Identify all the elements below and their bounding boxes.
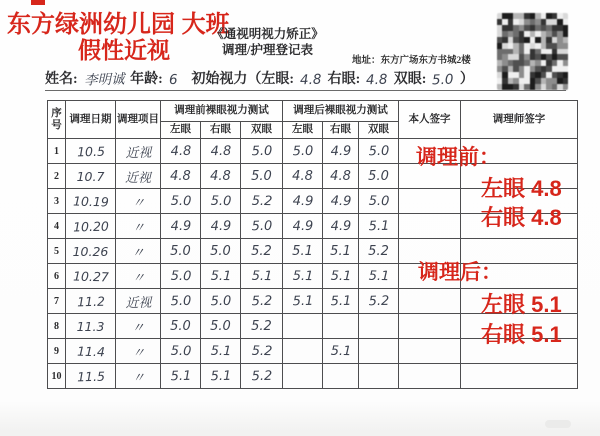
- cell-self-sign: [399, 214, 461, 239]
- cell-post-both: 5.0: [359, 164, 399, 189]
- cell-no: 6: [48, 264, 66, 289]
- cell-self-sign: [399, 364, 461, 389]
- cell-pre-both: 5.0: [240, 213, 283, 239]
- header-therapist-sign: 调理师签字: [461, 101, 578, 139]
- cell-pre-right: 5.0: [201, 239, 241, 264]
- header-post-group: 调理后裸眼视力测试: [283, 101, 399, 122]
- cell-project: 近视: [115, 138, 161, 164]
- table-row: [48, 164, 578, 189]
- cell-therapist-sign: [461, 239, 578, 264]
- cell-post-right: 4.9: [322, 213, 359, 239]
- cell-date: 10.26: [66, 239, 116, 264]
- cell-therapist-sign: [461, 214, 578, 239]
- annotation-post-left: 左眼 5.1: [481, 292, 562, 317]
- header-pre-group: 调理前裸眼视力测试: [161, 101, 283, 122]
- cell-post-left: [283, 314, 323, 339]
- header-project: 调理项目: [116, 101, 161, 139]
- header-pre-both: 双眼: [241, 122, 283, 139]
- cell-post-right: 5.1: [322, 263, 359, 289]
- cell-date: 11.5: [65, 363, 116, 389]
- cell-self-sign: [399, 264, 461, 289]
- right-eye-label: 右眼:: [327, 72, 361, 87]
- cell-pre-both: 5.0: [241, 164, 283, 189]
- cell-pre-left: 5.0: [160, 338, 201, 364]
- table-row: [48, 314, 578, 339]
- cell-pre-right: 5.1: [200, 363, 241, 389]
- cell-pre-right: 4.9: [200, 213, 241, 239]
- record-table-body: [48, 139, 578, 389]
- table-row: [48, 364, 578, 389]
- cell-pre-both: 5.2: [241, 314, 283, 339]
- initial-vision-both: 5.0: [432, 71, 455, 89]
- cell-pre-right: 4.8: [200, 138, 241, 164]
- cell-pre-right: 5.1: [200, 338, 241, 364]
- cell-pre-right: 4.8: [201, 164, 241, 189]
- paper-smudge: [545, 420, 571, 428]
- cell-therapist-sign: [461, 189, 578, 214]
- cell-pre-right: 5.0: [200, 188, 241, 214]
- cell-date: 10.20: [65, 213, 116, 239]
- cell-pre-left: 4.8: [161, 164, 201, 189]
- cell-post-right: 4.8: [323, 164, 359, 189]
- cell-self-sign: [399, 289, 461, 314]
- cell-no: 1: [48, 139, 66, 164]
- cell-pre-right: 5.1: [200, 263, 241, 289]
- cell-post-right: 5.1: [323, 239, 359, 264]
- cell-pre-left: 5.0: [161, 239, 201, 264]
- cell-post-right: 5.1: [322, 338, 359, 364]
- annotation-post-label: 调理后：: [418, 261, 502, 284]
- cell-post-right: [323, 364, 359, 389]
- name-value: 李明诚: [83, 71, 125, 89]
- annotation-post-right: 右眼 5.1: [481, 322, 562, 347]
- cell-pre-right: 5.0: [200, 288, 241, 314]
- cell-pre-both: 5.1: [240, 263, 283, 289]
- cell-project: 〃: [116, 314, 161, 339]
- header-self-sign: 本人签字: [399, 101, 461, 139]
- cell-post-both: 5.2: [358, 288, 399, 314]
- cell-date: 11.2: [65, 288, 116, 314]
- cell-post-left: 4.9: [282, 188, 323, 214]
- cell-pre-left: 5.1: [160, 363, 201, 389]
- cell-post-both: 5.0: [358, 188, 399, 214]
- cell-post-left: 4.8: [283, 164, 323, 189]
- cell-post-right: 4.9: [322, 138, 359, 164]
- form-title-line1: 《通视明视力矫正》: [211, 27, 324, 41]
- cell-no: 10: [48, 364, 66, 389]
- cell-post-left: 5.1: [283, 239, 323, 264]
- cell-no: 8: [48, 314, 66, 339]
- table-row: [48, 264, 578, 289]
- cell-therapist-sign: [461, 364, 578, 389]
- both-eyes-label: 双眼:: [393, 72, 427, 87]
- cell-post-both: 5.1: [358, 213, 399, 239]
- cell-self-sign: [399, 314, 461, 339]
- cell-date: 10.5: [65, 138, 116, 164]
- cell-post-both: [359, 339, 399, 364]
- cell-post-left: 5.1: [282, 263, 323, 289]
- header-post-left: 左眼: [283, 122, 323, 139]
- kindergarten-class-banner: 东方绿洲幼儿园 大班: [7, 11, 230, 38]
- table-row: [48, 139, 578, 164]
- form-title-line2: 调理/护理登记表: [222, 43, 313, 57]
- cell-self-sign: [399, 189, 461, 214]
- cell-date: 11.4: [65, 338, 116, 364]
- cell-pre-left: 5.0: [161, 314, 201, 339]
- header-date: 调理日期: [66, 101, 116, 139]
- form-title: [185, 26, 350, 58]
- table-row: [48, 239, 578, 264]
- close-paren: ）: [459, 72, 474, 87]
- cell-date: 10.27: [65, 263, 116, 289]
- cell-post-left: 4.9: [282, 213, 323, 239]
- cell-post-left: 5.1: [282, 288, 323, 314]
- header-index: 序号: [48, 101, 66, 139]
- cell-pre-left: 5.0: [160, 288, 201, 314]
- cell-project: 近视: [115, 288, 161, 314]
- cell-project: 〃: [115, 338, 161, 364]
- cell-pre-left: 5.0: [160, 263, 201, 289]
- annotation-pre-left: 左眼 4.8: [481, 176, 562, 201]
- header-pre-right: 右眼: [201, 122, 241, 139]
- cell-therapist-sign: [461, 264, 578, 289]
- cell-pre-both: 5.2: [240, 188, 283, 214]
- cell-project: 〃: [115, 363, 161, 389]
- cell-pre-both: 5.2: [240, 363, 283, 389]
- cell-pre-right: 5.0: [201, 314, 241, 339]
- cell-self-sign: [399, 164, 461, 189]
- cell-post-right: 5.1: [322, 288, 359, 314]
- cell-date: 10.7: [66, 164, 116, 189]
- pseudo-myopia-banner: 假性近视: [78, 37, 170, 63]
- table-row: [48, 289, 578, 314]
- cell-no: 4: [48, 214, 66, 239]
- cell-no: 5: [48, 239, 66, 264]
- cell-therapist-sign: [461, 314, 578, 339]
- cell-date: 11.3: [66, 314, 116, 339]
- cell-pre-left: 4.8: [160, 138, 201, 164]
- address-line: 地址：东方广场东方书城2楼: [352, 56, 471, 66]
- cell-therapist-sign: [461, 289, 578, 314]
- header-post-right: 右眼: [323, 122, 359, 139]
- cell-post-both: [359, 364, 399, 389]
- header-pre-left: 左眼: [161, 122, 201, 139]
- cell-pre-both: 5.2: [240, 338, 283, 364]
- cell-pre-both: 5.2: [240, 288, 283, 314]
- cell-no: 3: [48, 189, 66, 214]
- cell-therapist-sign: [461, 339, 578, 364]
- cell-date: 10.19: [65, 188, 116, 214]
- cell-no: 2: [48, 164, 66, 189]
- cell-post-right: [323, 314, 359, 339]
- cell-post-both: [359, 314, 399, 339]
- age-value: 6: [168, 71, 178, 89]
- cell-pre-left: 4.9: [160, 213, 201, 239]
- table-row: [48, 339, 578, 364]
- cell-project: 〃: [115, 188, 161, 214]
- cell-post-both: 5.2: [359, 239, 399, 264]
- patient-info-row: [45, 66, 566, 91]
- record-table: [47, 100, 578, 389]
- red-corner-mark: [31, 0, 45, 5]
- cell-post-right: 4.9: [322, 188, 359, 214]
- initial-vision-label: 初始视力（左眼:: [191, 72, 295, 87]
- cell-post-left: [283, 339, 323, 364]
- cell-pre-left: 5.0: [160, 188, 201, 214]
- cell-self-sign: [399, 139, 461, 164]
- cell-pre-both: 5.2: [241, 239, 283, 264]
- table-row: [48, 189, 578, 214]
- cell-post-both: 5.1: [358, 263, 399, 289]
- cell-project: 〃: [115, 263, 161, 289]
- cell-therapist-sign: [461, 164, 578, 189]
- cell-post-both: 5.0: [358, 138, 399, 164]
- initial-vision-right: 4.8: [365, 71, 389, 89]
- cell-project: 〃: [116, 239, 161, 264]
- cell-no: 9: [48, 339, 66, 364]
- cell-no: 7: [48, 289, 66, 314]
- cell-self-sign: [399, 339, 461, 364]
- annotation-pre-right: 右眼 4.8: [481, 205, 562, 230]
- cell-project: 近视: [116, 164, 161, 189]
- cell-therapist-sign: [461, 139, 578, 164]
- cell-post-left: 5.0: [282, 138, 323, 164]
- table-row: [48, 214, 578, 239]
- name-label: 姓名:: [45, 72, 78, 87]
- initial-vision-left: 4.8: [299, 71, 322, 89]
- cell-post-left: [283, 364, 323, 389]
- cell-pre-both: 5.0: [240, 138, 283, 164]
- cell-project: 〃: [115, 213, 161, 239]
- annotation-pre-label: 调理前：: [416, 146, 500, 169]
- header-post-both: 双眼: [359, 122, 399, 139]
- cell-self-sign: [399, 239, 461, 264]
- age-label: 年龄:: [130, 72, 163, 87]
